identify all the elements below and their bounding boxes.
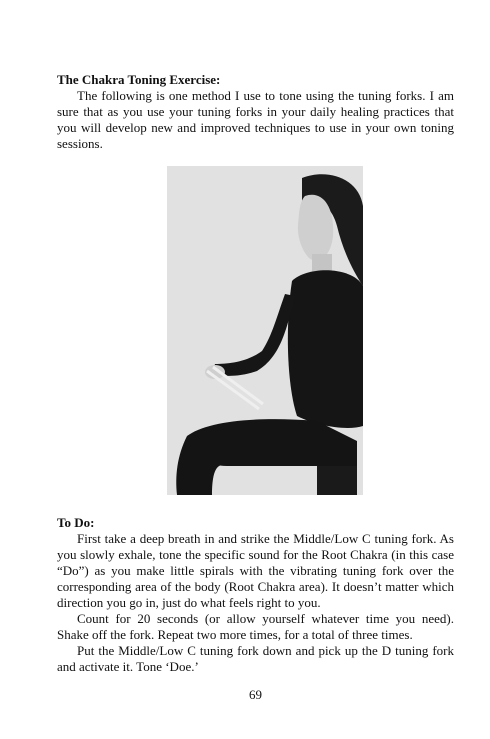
section-title-chakra-toning: The Chakra Toning Exercise: [57, 72, 221, 87]
intro-paragraph: The following is one method I use to tone using the tuning forks. I am sure that as you use your tuning forks in your daily healing practices that you will develop new and improved techniques to use in your own toning sessions. [57, 88, 454, 151]
section-body-to-do [57, 531, 454, 675]
photo-illustration [167, 166, 363, 495]
to-do-paragraph-3: Put the Middle/Low C tuning fork down and pick up the D tuning fork and activate it. Tone ‘Doe.’ [57, 643, 454, 674]
to-do-paragraph-2: Count for 20 seconds (or allow yourself whatever time you need). Shake off the fork. Repeat two more times, for a total of three times. [57, 611, 454, 642]
page-number: 69 [249, 687, 262, 702]
section-body-intro [57, 88, 454, 152]
to-do-paragraph-1: First take a deep breath in and strike the Middle/Low C tuning fork. As you slowly exhale, tone the specific sound for the Root Chakra (in this case “Do”) as you make little spirals with the vibrating tuning fork over the corresponding area of the body (Root Chakra area). It doesn’t matter which direction you go in, just do what feels right to you. [57, 531, 454, 610]
section-title-to-do: To Do: [57, 515, 95, 530]
person-with-tuning-fork-photo [167, 166, 363, 495]
